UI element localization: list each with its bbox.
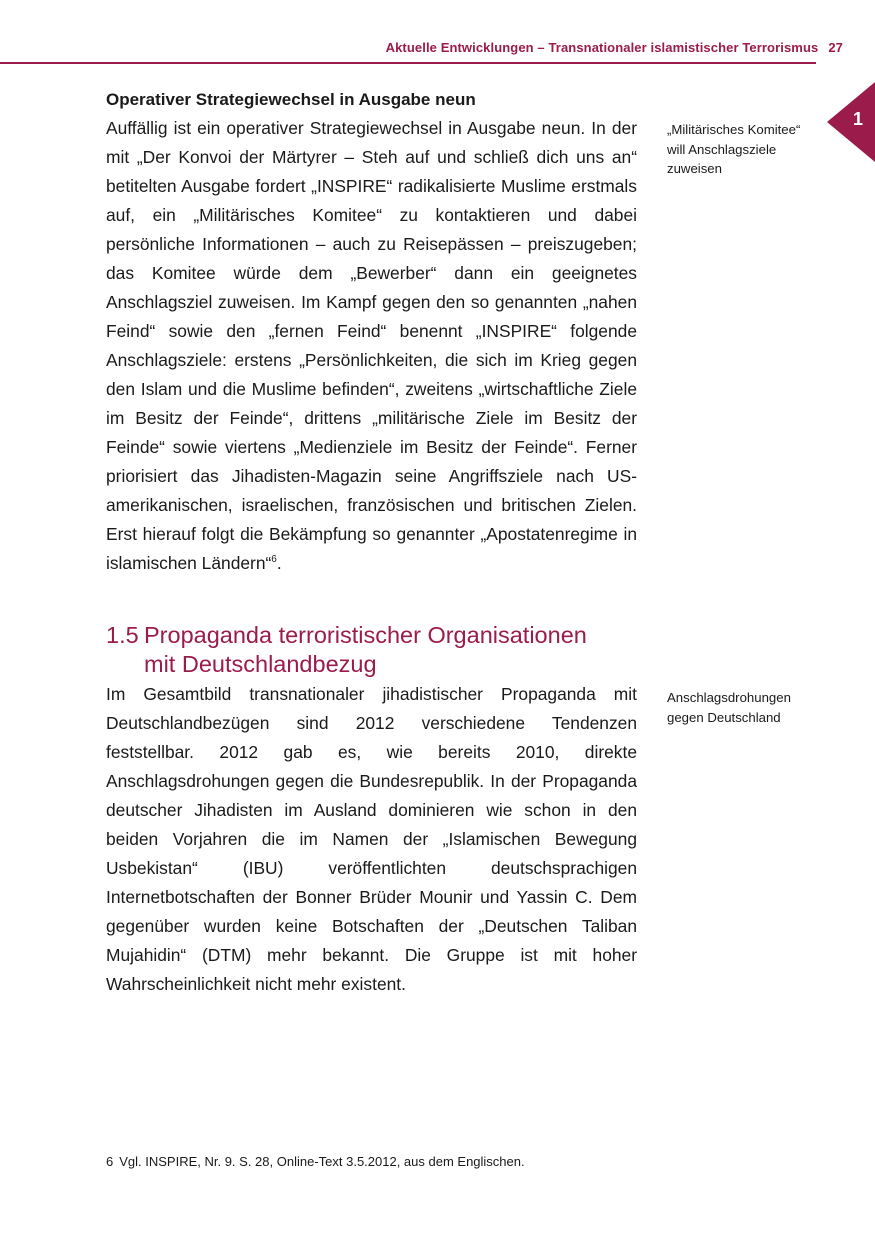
body-paragraph: Im Gesamtbild transnationaler jihadistischer Propaganda mit Deutschlandbezügen sind 2012 verschiedene Tendenzen feststellbar. 2012 gab es, wie bereits 2010, direkte Anschlagsdrohungen gegen die Bundesrepublik. In der Propaganda deutscher Jihadisten im Ausland dominieren wie schon in den beiden Vorjahren die im Namen der „Islamischen Bewegung Usbekistan“ (IBU) veröffentlichten deutschsprachigen Internetbotschaften der Bonner Brüder Mounir und Yassin C. Dem gegenüber wurden keine Botschaften der „Deutschen Taliban Mujahidin“ (DTM) mehr bekannt. Die Gruppe ist mit hoher Wahrscheinlichkeit nicht mehr existent. (106, 684, 637, 994)
footnote (106, 1154, 525, 1169)
section-strategy-change (106, 85, 637, 578)
running-header (386, 40, 843, 55)
footnote-text: Vgl. INSPIRE, Nr. 9. S. 28, Online-Text 3.5.2012, aus dem Englischen. (119, 1154, 525, 1169)
subheading: Operativer Strategiewechsel in Ausgabe neun (106, 90, 476, 109)
body-text-end: . (276, 553, 282, 573)
header-rule (0, 62, 816, 64)
running-header-title: Aktuelle Entwicklungen – Transnationaler islamistischer Terrorismus (385, 40, 819, 55)
section-propaganda (106, 680, 637, 999)
footnote-reference: 6 (271, 554, 277, 566)
section-heading (106, 621, 666, 679)
marginal-note: „Militärisches Komitee“ will Anschlagsziele zuweisen (667, 122, 801, 176)
section-title-line2: mit Deutschlandbezug (144, 651, 377, 677)
page-number: 27 (828, 40, 843, 55)
marginal-note: Anschlagsdrohungen gegen Deutschland (667, 690, 791, 725)
section-number: 1.5 (106, 622, 139, 648)
chapter-number: 1 (852, 109, 863, 129)
body-text: Auffällig ist ein operativer Strategiewechsel in Ausgabe neun. In der mit „Der Konvoi der Märtyrer – Steh auf und schließ dich uns an“ betitelten Ausgabe fordert „INSPIRE“ radikalisierte Muslime erstmals auf, ein „Militärisches Komitee“ zu kontaktieren und dabei persönliche Informationen – auch zu Reisepässen – preiszugeben; das Komitee würde dem „Bewerber“ dann ein geeignetes Anschlagsziel zuweisen. Im Kampf gegen den so genannten „nahen Feind“ sowie den „fernen Feind“ benennt „INSPIRE“ folgende Anschlagsziele: erstens „Persönlichkeiten, die sich im Krieg gegen den Islam und die Muslime befinden“, zweitens „wirtschaftliche Ziele im Besitz der Feinde“, drittens „militärische Ziele im Besitz der Feinde“ sowie viertens „Medienziele im Besitz der Feinde“. Ferner priorisiert das Jihadisten-Magazin seine Angriffsziele nach US-amerikanischen, israelischen, französischen und britischen Zielen. Erst hierauf folgt die Bekämpfung so genannter „Apostatenregime in islamischen Ländern“ (106, 118, 637, 573)
chapter-tab (827, 82, 875, 162)
chapter-tab-triangle (827, 82, 875, 162)
section-title-line1: Propaganda terroristischer Organisationen (144, 622, 587, 648)
footnote-number: 6 (106, 1154, 114, 1169)
body-paragraph (106, 114, 637, 578)
